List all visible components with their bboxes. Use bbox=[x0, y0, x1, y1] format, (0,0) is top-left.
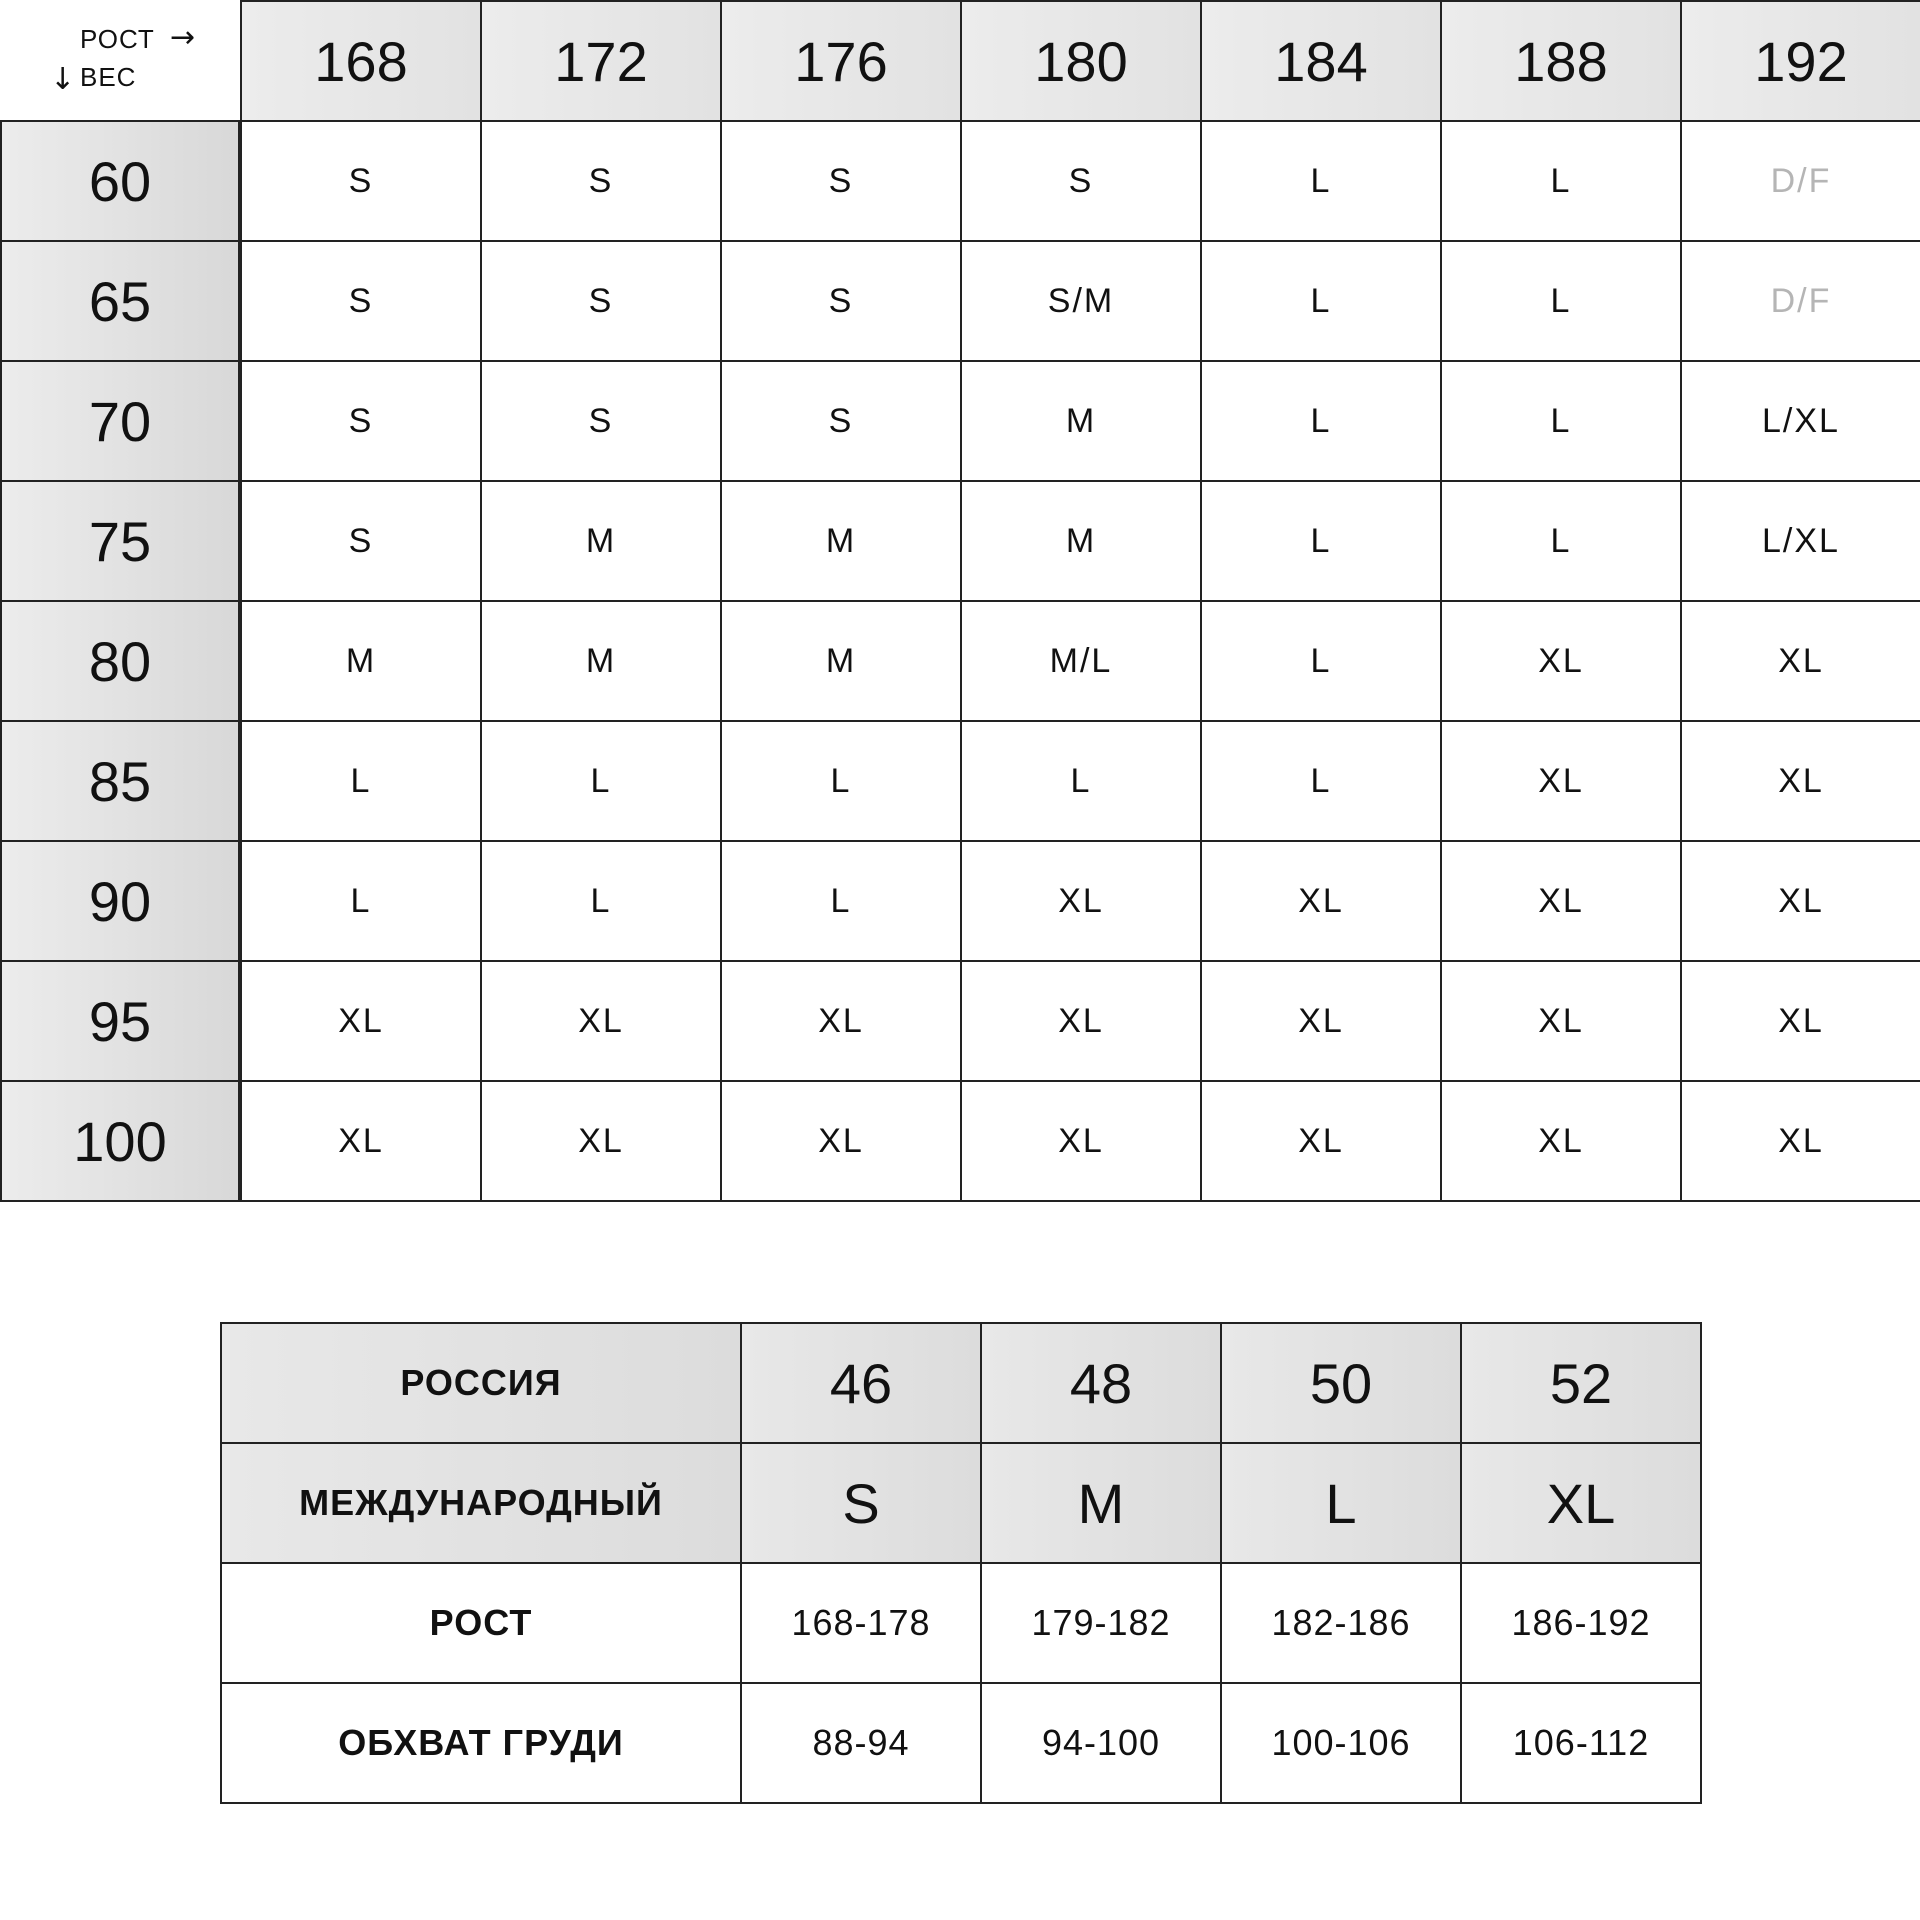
size-cell: L bbox=[1200, 720, 1442, 842]
size-cell: XL bbox=[960, 960, 1202, 1082]
size-cell: M bbox=[480, 480, 722, 602]
conversion-value-cell: 182-186 bbox=[1220, 1562, 1462, 1684]
conversion-value-cell: 100-106 bbox=[1220, 1682, 1462, 1804]
size-cell: S/M bbox=[960, 240, 1202, 362]
size-cell: XL bbox=[1680, 600, 1920, 722]
size-cell: D/F bbox=[1680, 120, 1920, 242]
size-cell: XL bbox=[1200, 1080, 1442, 1202]
size-cell: L bbox=[480, 840, 722, 962]
size-cell: L bbox=[720, 720, 962, 842]
size-cell: XL bbox=[1680, 960, 1920, 1082]
weight-header-cell: 80 bbox=[0, 600, 240, 722]
size-cell: L/XL bbox=[1680, 360, 1920, 482]
weight-header-cell: 100 bbox=[0, 1080, 240, 1202]
height-header-cell: 188 bbox=[1440, 0, 1682, 122]
size-cell: M bbox=[960, 360, 1202, 482]
size-cell: XL bbox=[1440, 1080, 1682, 1202]
weight-header-cell: 95 bbox=[0, 960, 240, 1082]
size-cell: L bbox=[960, 720, 1202, 842]
size-cell: S bbox=[960, 120, 1202, 242]
conversion-value-cell: 94-100 bbox=[980, 1682, 1222, 1804]
size-cell: M bbox=[960, 480, 1202, 602]
size-cell: S bbox=[240, 480, 482, 602]
grid-corner bbox=[0, 0, 240, 122]
height-header-cell: 184 bbox=[1200, 0, 1442, 122]
conversion-value-cell: S bbox=[740, 1442, 982, 1564]
size-cell: XL bbox=[1680, 840, 1920, 962]
size-cell: S bbox=[720, 120, 962, 242]
height-header-cell: 192 bbox=[1680, 0, 1920, 122]
size-cell: M/L bbox=[960, 600, 1202, 722]
size-cell: XL bbox=[1440, 600, 1682, 722]
size-cell: S bbox=[480, 240, 722, 362]
weight-header-cell: 75 bbox=[0, 480, 240, 602]
size-cell: L bbox=[240, 840, 482, 962]
size-cell: M bbox=[720, 480, 962, 602]
size-cell: S bbox=[240, 120, 482, 242]
conversion-row-label: МЕЖДУНАРОДНЫЙ bbox=[220, 1442, 742, 1564]
size-cell: XL bbox=[960, 840, 1202, 962]
size-cell: L bbox=[1200, 480, 1442, 602]
size-cell: S bbox=[480, 360, 722, 482]
size-cell: M bbox=[720, 600, 962, 722]
size-cell: XL bbox=[1680, 1080, 1920, 1202]
conversion-value-cell: 88-94 bbox=[740, 1682, 982, 1804]
conversion-value-cell: 179-182 bbox=[980, 1562, 1222, 1684]
size-cell: XL bbox=[960, 1080, 1202, 1202]
weight-header-cell: 85 bbox=[0, 720, 240, 842]
size-cell: XL bbox=[240, 1080, 482, 1202]
size-cell: XL bbox=[1440, 720, 1682, 842]
conversion-value-cell: XL bbox=[1460, 1442, 1702, 1564]
conversion-value-cell: 52 bbox=[1460, 1322, 1702, 1444]
size-cell: L bbox=[240, 720, 482, 842]
size-cell: L bbox=[1440, 240, 1682, 362]
size-cell: S bbox=[240, 360, 482, 482]
size-cell: XL bbox=[1680, 720, 1920, 842]
conversion-value-cell: 106-112 bbox=[1460, 1682, 1702, 1804]
conversion-value-cell: L bbox=[1220, 1442, 1462, 1564]
size-cell: M bbox=[240, 600, 482, 722]
size-cell: L bbox=[1200, 120, 1442, 242]
size-cell: L bbox=[1200, 240, 1442, 362]
size-cell: XL bbox=[1200, 840, 1442, 962]
size-cell: L bbox=[720, 840, 962, 962]
conversion-value-cell: 48 bbox=[980, 1322, 1222, 1444]
size-cell: XL bbox=[720, 960, 962, 1082]
conversion-value-cell: 168-178 bbox=[740, 1562, 982, 1684]
weight-header-cell: 65 bbox=[0, 240, 240, 362]
conversion-row-label: РОССИЯ bbox=[220, 1322, 742, 1444]
size-cell: L bbox=[1440, 360, 1682, 482]
size-cell: XL bbox=[720, 1080, 962, 1202]
size-cell: XL bbox=[480, 1080, 722, 1202]
height-header-cell: 168 bbox=[240, 0, 482, 122]
size-cell: S bbox=[480, 120, 722, 242]
weight-header-cell: 90 bbox=[0, 840, 240, 962]
weight-header-cell: 60 bbox=[0, 120, 240, 242]
size-cell: L bbox=[1440, 120, 1682, 242]
size-cell: XL bbox=[1440, 840, 1682, 962]
height-header-cell: 180 bbox=[960, 0, 1202, 122]
size-cell: M bbox=[480, 600, 722, 722]
size-conversion-table bbox=[220, 1322, 1700, 1802]
arrow-down-icon: ↓ bbox=[50, 62, 76, 97]
size-cell: L bbox=[480, 720, 722, 842]
size-cell: XL bbox=[1440, 960, 1682, 1082]
arrow-right-icon: → bbox=[170, 20, 196, 55]
size-cell: L bbox=[1200, 360, 1442, 482]
size-cell: XL bbox=[240, 960, 482, 1082]
conversion-value-cell: 46 bbox=[740, 1322, 982, 1444]
weight-axis-label: ВЕС bbox=[80, 62, 137, 92]
conversion-row-label: РОСТ bbox=[220, 1562, 742, 1684]
conversion-value-cell: 186-192 bbox=[1460, 1562, 1702, 1684]
conversion-value-cell: M bbox=[980, 1442, 1222, 1564]
size-cell: XL bbox=[1200, 960, 1442, 1082]
size-cell: L bbox=[1200, 600, 1442, 722]
conversion-value-cell: 50 bbox=[1220, 1322, 1462, 1444]
size-cell: XL bbox=[480, 960, 722, 1082]
height-axis-label: РОСТ bbox=[80, 24, 155, 54]
size-cell: S bbox=[720, 360, 962, 482]
size-cell: S bbox=[240, 240, 482, 362]
conversion-row-label: ОБХВАТ ГРУДИ bbox=[220, 1682, 742, 1804]
height-header-cell: 176 bbox=[720, 0, 962, 122]
weight-header-cell: 70 bbox=[0, 360, 240, 482]
size-cell: L/XL bbox=[1680, 480, 1920, 602]
size-cell: S bbox=[720, 240, 962, 362]
size-cell: L bbox=[1440, 480, 1682, 602]
size-cell: D/F bbox=[1680, 240, 1920, 362]
height-header-cell: 172 bbox=[480, 0, 722, 122]
